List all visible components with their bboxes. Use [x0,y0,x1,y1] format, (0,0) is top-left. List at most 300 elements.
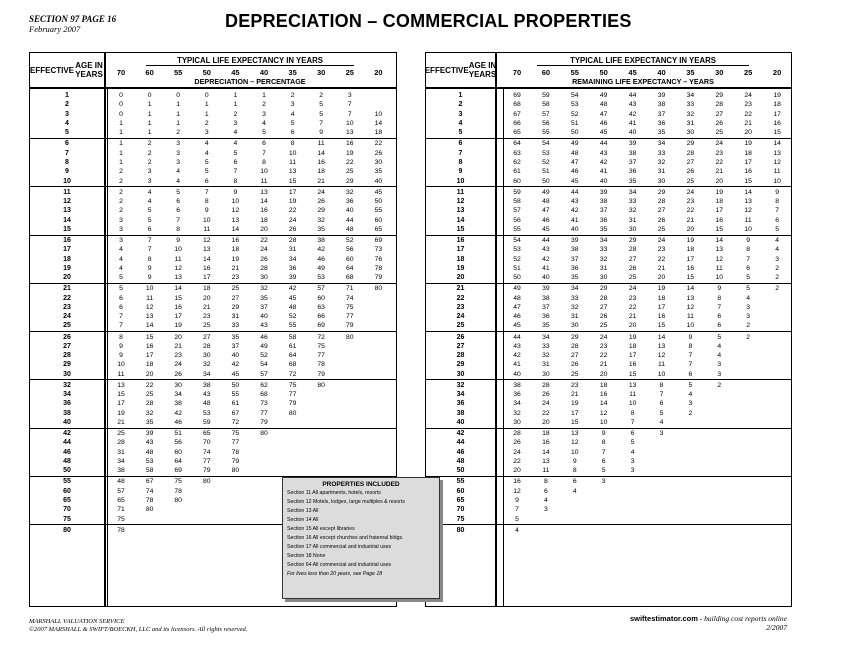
table-cell: 27 [599,303,608,311]
table-cell: 34 [117,458,125,465]
table-cell: 3 [544,506,548,514]
column-divider [107,89,108,606]
table-cell: 29 [657,188,666,196]
age-cell: 2 [65,101,69,109]
table-cell: 16 [542,439,550,447]
table-cell: 34 [203,370,211,378]
table-cell: 4 [717,342,722,350]
table-cell: 32 [599,255,608,263]
header-rule [537,65,749,66]
life-expectancy-column-header: 30 [715,68,724,77]
property-section-item: Section 15 All except libraries [287,526,355,532]
table-cell: 19 [231,255,240,263]
table-cell: 36 [599,216,608,224]
table-cell: 19 [744,140,752,148]
table-cell: 30 [374,158,383,166]
table-cell: 80 [346,333,354,341]
table-cell: 11 [773,168,781,176]
table-cell: 11 [686,313,694,321]
table-cell: 12 [744,207,752,215]
table-cell: 75 [174,478,182,486]
property-section-item: Section 11 All apartments, hotels, resorts [287,490,381,496]
table-cell: 16 [145,342,154,350]
table-cell: 24 [715,140,724,148]
table-cell: 20 [542,419,550,426]
table-cell: 18 [317,168,325,176]
table-cell: 16 [715,216,724,224]
table-cell: 37 [260,303,268,311]
table-cell: 9 [746,236,751,244]
table-cell: 19 [628,333,637,341]
table-cell: 2 [262,101,266,109]
table-cell: 22 [628,303,637,311]
table-cell: 26 [571,361,579,369]
table-cell: 1 [176,110,181,118]
age-cell: 1 [65,92,69,99]
table-cell: 15 [117,391,125,399]
table-cell: 8 [601,439,606,447]
table-cell: 10 [715,274,724,282]
age-cell: 18 [63,255,71,263]
table-cell: 38 [628,149,637,157]
table-cell: 32 [346,188,354,196]
header-rule [146,65,354,66]
table-cell: 28 [599,294,608,302]
table-cell: 38 [203,381,211,389]
table-cell: 1 [147,101,152,109]
life-expectancy-column-header: 20 [772,68,782,77]
age-cell: 10 [456,177,465,185]
table-cell: 19 [657,285,666,293]
table-cell: 7 [659,391,664,399]
age-cell: 13 [456,207,465,215]
table-cell: 27 [686,158,695,166]
table-cell: 27 [657,207,666,215]
age-cell: 8 [65,158,69,166]
table-cell: 58 [145,467,154,475]
table-cell: 3 [262,110,266,118]
table-cell: 54 [571,92,579,99]
table-cell: 72 [231,419,240,426]
table-cell: 26 [317,197,325,205]
age-cell: 9 [65,168,69,176]
table-cell: 12 [599,409,608,417]
age-cell: 34 [63,391,71,399]
table-cell: 10 [374,110,383,118]
sub-header: REMAINING LIFE EXPECTANCY – YEARS [572,77,714,86]
table-cell: 35 [374,168,383,176]
table-cell: 22 [657,255,666,263]
table-cell: 8 [262,158,266,166]
table-cell: 38 [317,236,325,244]
table-cell: 73 [260,400,268,408]
table-cell: 16 [346,140,354,148]
table-cell: 6 [775,216,779,224]
table-cell: 12 [203,236,211,244]
table-cell: 11 [657,361,666,369]
table-cell: 1 [204,101,209,109]
table-cell: 0 [204,92,209,99]
table-cell: 4 [775,236,779,244]
age-cell: 18 [456,255,465,263]
table-cell: 26 [657,216,666,224]
table-cell: 48 [346,225,354,233]
table-cell: 2 [775,264,779,272]
table-cell: 40 [374,177,383,185]
table-cell: 5 [119,274,123,282]
table-cell: 34 [628,188,637,196]
table-cell: 1 [119,149,123,157]
age-cell: 27 [63,342,71,350]
table-cell: 6 [688,370,693,378]
table-cell: 40 [542,274,550,282]
table-cell: 7 [688,352,693,360]
table-cell: 18 [260,216,268,224]
table-cell: 39 [542,285,550,293]
table-cell: 37 [231,342,240,350]
table-cell: 49 [571,140,579,148]
age-cell: 65 [456,497,465,504]
table-cell: 13 [715,246,724,254]
table-cell: 80 [174,497,182,504]
table-cell: 5 [659,409,664,417]
table-cell: 55 [513,225,521,233]
table-cell: 61 [513,168,521,176]
table-cell: 33 [231,322,240,330]
table-cell: 44 [542,236,550,244]
table-cell: 62 [513,158,521,166]
table-cell: 7 [717,303,722,311]
table-cell: 30 [599,274,608,282]
age-cell: 44 [456,439,465,447]
table-cell: 24 [513,448,521,456]
age-cell: 4 [458,119,463,127]
table-cell: 32 [203,361,211,369]
table-cell: 30 [542,370,550,378]
table-cell: 25 [657,225,666,233]
table-cell: 2 [147,158,152,166]
table-cell: 8 [147,255,152,263]
table-cell: 21 [686,216,695,224]
life-expectancy-column-header: 20 [374,68,383,77]
table-cell: 26 [542,391,550,399]
table-cell: 64 [346,264,354,272]
age-cell: 26 [63,333,71,341]
table-cell: 11 [629,391,637,399]
table-cell: 39 [145,430,154,438]
table-cell: 14 [231,225,240,233]
table-cell: 24 [542,400,550,408]
table-cell: 46 [260,333,268,341]
age-cell: 29 [63,361,71,369]
table-cell: 6 [601,458,606,465]
table-cell: 3 [176,158,181,166]
age-header-line: EFFECTIVE [424,65,469,75]
table-cell: 46 [317,255,325,263]
table-cell: 22 [513,458,521,465]
table-cell: 54 [542,140,550,148]
table-cell: 32 [571,303,579,311]
table-cell: 9 [119,342,123,350]
table-cell: 20 [599,370,608,378]
table-cell: 46 [571,168,579,176]
age-cell: 65 [63,497,71,504]
table-cell: 27 [628,255,637,263]
table-cell: 20 [657,274,666,282]
table-cell: 17 [657,303,666,311]
table-cell: 28 [288,236,297,244]
table-cell: 3 [119,225,123,233]
table-cell: 28 [715,101,724,109]
table-cell: 17 [571,409,579,417]
table-cell: 34 [174,391,182,399]
table-cell: 32 [260,285,268,293]
table-cell: 31 [542,361,550,369]
life-expectancy-column-header: 30 [317,68,326,77]
table-cell: 18 [773,101,781,109]
property-section-item: Section 12 Motels, lodges, large multiples & resorts [287,499,405,505]
table-cell: 49 [542,188,550,196]
table-cell: 43 [260,322,268,330]
life-expectancy-column-header: 55 [570,68,579,77]
table-cell: 29 [317,207,325,215]
table-cell: 7 [176,216,181,224]
table-cell: 20 [628,322,637,330]
table-cell: 4 [688,391,693,399]
table-cell: 34 [657,140,666,148]
table-cell: 59 [203,419,211,426]
table-cell: 10 [117,361,125,369]
table-cell: 20 [686,225,695,233]
table-cell: 69 [174,467,182,475]
table-cell: 7 [119,322,123,330]
table-cell: 35 [145,419,154,426]
table-cell: 16 [231,236,240,244]
age-cell: 28 [456,352,465,360]
table-cell: 13 [628,381,637,389]
table-header [426,53,791,89]
table-cell: 42 [231,361,240,369]
table-cell: 27 [231,294,240,302]
table-cell: 6 [717,322,722,330]
table-cell: 12 [715,255,724,263]
table-cell: 8 [630,409,635,417]
table-cell: 18 [231,246,240,254]
table-cell: 29 [346,177,354,185]
table-cell: 3 [746,303,751,311]
table-cell: 52 [288,313,297,321]
section-label: SECTION 97 PAGE 16 [29,14,117,24]
age-cell: 9 [458,168,463,176]
age-cell: 34 [456,391,465,399]
table-cell: 8 [290,140,295,148]
table-cell: 67 [145,478,154,486]
age-cell: 17 [63,246,71,254]
age-cell: 10 [63,177,71,185]
table-cell: 13 [542,458,550,465]
footer-website-link[interactable]: swiftestimator.com [629,614,698,623]
table-cell: 14 [317,149,325,157]
table-cell: 6 [262,140,266,148]
table-cell: 30 [513,419,521,426]
table-cell: 25 [628,274,637,282]
table-cell: 77 [317,352,325,360]
table-cell: 37 [599,207,608,215]
age-cell: 16 [456,236,465,244]
table-cell: 28 [657,197,666,205]
table-cell: 1 [262,92,266,99]
age-cell: 70 [63,506,71,514]
table-cell: 40 [231,352,240,360]
table-cell: 36 [628,168,637,176]
table-cell: 78 [145,497,154,504]
table-cell: 4 [262,119,266,127]
table-cell: 21 [657,264,666,272]
table-cell: 17 [773,110,781,118]
table-cell: 47 [571,158,579,166]
life-expectancy-column-header: 40 [657,68,666,77]
table-cell: 9 [233,188,238,196]
table-cell: 37 [628,158,637,166]
table-cell: 1 [147,119,152,127]
table-cell: 67 [513,110,521,118]
table-cell: 9 [147,264,152,272]
table-cell: 65 [117,497,125,504]
table-cell: 31 [117,448,125,456]
table-cell: 4 [233,140,238,148]
age-cell: 3 [458,110,463,118]
table-cell: 53 [571,101,579,109]
table-cell: 45 [571,177,579,185]
table-cell: 12 [145,303,154,311]
table-cell: 45 [513,322,521,330]
table-cell: 10 [174,246,182,254]
table-cell: 48 [117,478,125,486]
age-cell: 19 [63,264,71,272]
table-cell: 33 [571,294,579,302]
age-cell: 50 [456,467,465,475]
table-cell: 53 [145,458,154,465]
age-cell: 12 [456,197,465,205]
table-cell: 79 [317,370,325,378]
table-cell: 13 [773,149,781,157]
table-cell: 60 [174,448,182,456]
table-cell: 15 [288,177,297,185]
table-cell: 25 [203,322,211,330]
age-cell: 21 [456,285,465,293]
table-cell: 45 [542,225,550,233]
age-cell: 46 [456,448,465,456]
table-cell: 4 [204,149,209,157]
table-cell: 15 [715,225,724,233]
table-cell: 21 [715,168,724,176]
table-cell: 49 [260,342,268,350]
table-cell: 38 [657,101,666,109]
age-cell: 12 [63,197,71,205]
age-cell: 22 [63,294,71,302]
life-expectancy-column-header: 60 [145,68,154,77]
table-cell: 68 [513,101,521,109]
table-cell: 12 [231,207,240,215]
table-cell: 11 [146,294,154,302]
age-cell: 40 [63,419,71,426]
table-cell: 48 [599,101,608,109]
table-cell: 29 [599,285,608,293]
table-cell: 4 [775,246,779,254]
table-cell: 42 [599,158,608,166]
table-cell: 39 [657,92,666,99]
table-cell: 24 [260,246,268,254]
age-cell: 55 [456,478,465,486]
table-cell: 46 [599,119,608,127]
table-cell: 9 [688,333,693,341]
table-cell: 28 [542,381,550,389]
table-cell: 27 [715,110,724,118]
table-cell: 7 [630,419,635,426]
table-cell: 77 [288,391,297,399]
table-cell: 22 [542,409,550,417]
table-cell: 31 [288,246,297,254]
property-section-item: Section 16 All except churches and fraternal bldgs. [287,535,404,541]
table-cell: 42 [174,409,182,417]
table-cell: 45 [374,188,383,196]
table-cell: 4 [233,129,238,137]
table-cell: 14 [145,322,154,330]
table-cell: 4 [746,294,751,302]
table-cell: 30 [657,177,666,185]
table-cell: 30 [686,129,695,137]
age-cell: 29 [456,361,465,369]
table-cell: 2 [119,168,123,176]
table-cell: 60 [346,255,354,263]
table-cell: 22 [715,158,724,166]
table-cell: 45 [599,129,608,137]
table-cell: 22 [260,236,268,244]
table-cell: 21 [203,303,211,311]
table-cell: 19 [346,149,354,157]
table-cell: 48 [571,149,579,157]
table-cell: 23 [715,149,724,157]
table-cell: 28 [628,246,637,254]
table-cell: 41 [571,216,579,224]
table-cell: 9 [319,129,324,137]
table-cell: 53 [513,246,521,254]
table-cell: 9 [601,430,606,438]
table-cell: 21 [571,391,579,399]
table-cell: 15 [686,274,695,282]
table-cell: 38 [571,246,579,254]
table-cell: 4 [147,188,152,196]
table-cell: 2 [775,285,779,293]
table-cell: 32 [686,110,695,118]
table-cell: 53 [203,409,211,417]
table-cell: 22 [686,207,695,215]
table-cell: 53 [542,149,550,157]
footer-right [630,614,787,632]
table-cell: 8 [119,333,123,341]
table-cell: 79 [374,274,383,282]
table-cell: 13 [686,294,695,302]
table-cell: 14 [203,255,211,263]
table-cell: 16 [260,207,268,215]
table-cell: 7 [775,207,779,215]
edition-date: February 2007 [29,24,81,34]
table-cell: 51 [542,168,550,176]
table-cell: 20 [715,177,724,185]
table-cell: 44 [628,92,637,99]
table-cell: 68 [260,391,268,399]
table-cell: 6 [746,264,751,272]
